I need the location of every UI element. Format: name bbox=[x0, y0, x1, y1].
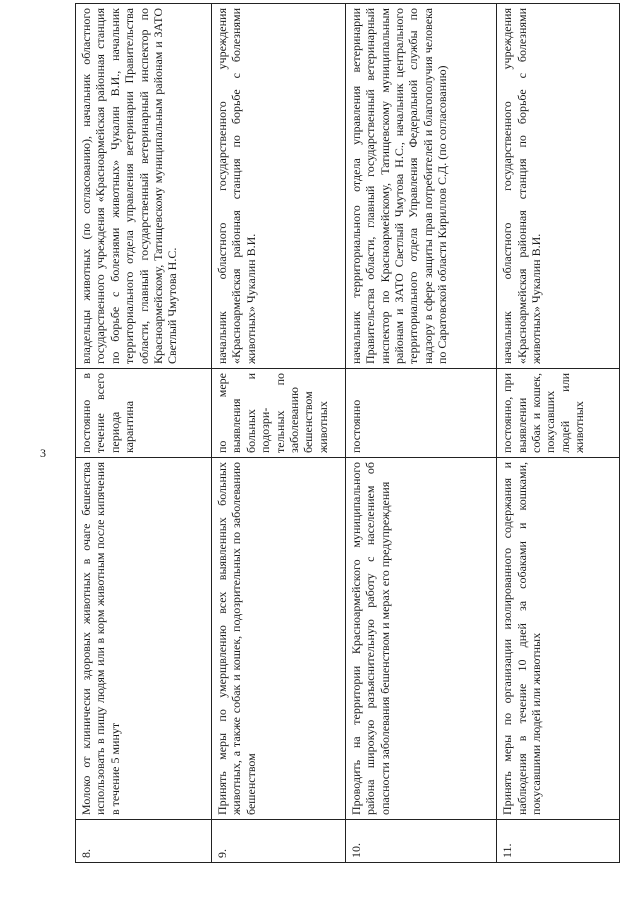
measures-table bbox=[75, 3, 620, 863]
term-cell: постоянно, при выявлении собак и кошек, покусавших людей или животных bbox=[497, 369, 620, 458]
term-cell: по мере выявления больных и подозри-тельных по заболеванию бешенством животных bbox=[211, 369, 345, 458]
measure-cell: Принять меры по умерщвлению всех выявленных больных животных, а также собак и кошек, подозрительных по заболеванию бешенством bbox=[211, 458, 345, 820]
table-row bbox=[497, 4, 620, 863]
term-cell: постоянно в течение всего периода карантина bbox=[76, 369, 212, 458]
measure-cell: Проводить на территории Красноармейского муниципального района широкую разъяснительную работу с населением об опасности заболевания бешенством и мерах его предупреждения bbox=[345, 458, 496, 820]
row-number: 8. bbox=[76, 820, 212, 863]
table-row bbox=[211, 4, 345, 863]
table-row bbox=[345, 4, 496, 863]
measure-cell: Принять меры по организации изолированного содержания и наблюдения в течение 10 дней за собаками и кошками, покусавшими людей или животных bbox=[497, 458, 620, 820]
responsible-cell: начальник областного государственного учреждения «Красноармейская районная станция по борьбе с болезнями животных» Чукалин В.И. bbox=[497, 4, 620, 369]
measure-cell: Молоко от клинически здоровых животных в очаге бешенства использовать в пищу людям или в корм животным после кипячения в течение 5 минут bbox=[76, 458, 212, 820]
table-row bbox=[76, 4, 212, 863]
rotated-table-frame bbox=[75, 8, 620, 863]
page-number: 3 bbox=[40, 446, 46, 460]
row-number: 11. bbox=[497, 820, 620, 863]
responsible-cell: начальник областного государственного учреждения «Красноармейская районная станция по борьбе с болезнями животных» Чукалин В.И. bbox=[211, 4, 345, 369]
term-cell: постоянно bbox=[345, 369, 496, 458]
responsible-cell: начальник территориального отдела управления ветеринарии Правительства области, главный государственный ветеринарный инспектор по Красноармейскому, Татищевскому муниципальным районам и ЗАТО Светлый Чмутова Н.С., начальник центрального территориального отдела Управления Федеральной службы по надзору в сфере защиты прав потребителей и благополучия человека по Саратовской области Кириллов С.Д. (по согласованию) bbox=[345, 4, 496, 369]
row-number: 10. bbox=[345, 820, 496, 863]
responsible-cell: владельцы животных (по согласованию), начальник областного государственного учреждения «Красноармейская районная станция по борьбе с болезнями животных» Чукалин В.И., начальник территориального отдела управления ветеринарии Правительства области, главный государственный ветеринарный инспектор по Красноармейскому, Татищевскому муниципальным районам и ЗАТО Светлый Чмутова Н.С. bbox=[76, 4, 212, 369]
row-number: 9. bbox=[211, 820, 345, 863]
